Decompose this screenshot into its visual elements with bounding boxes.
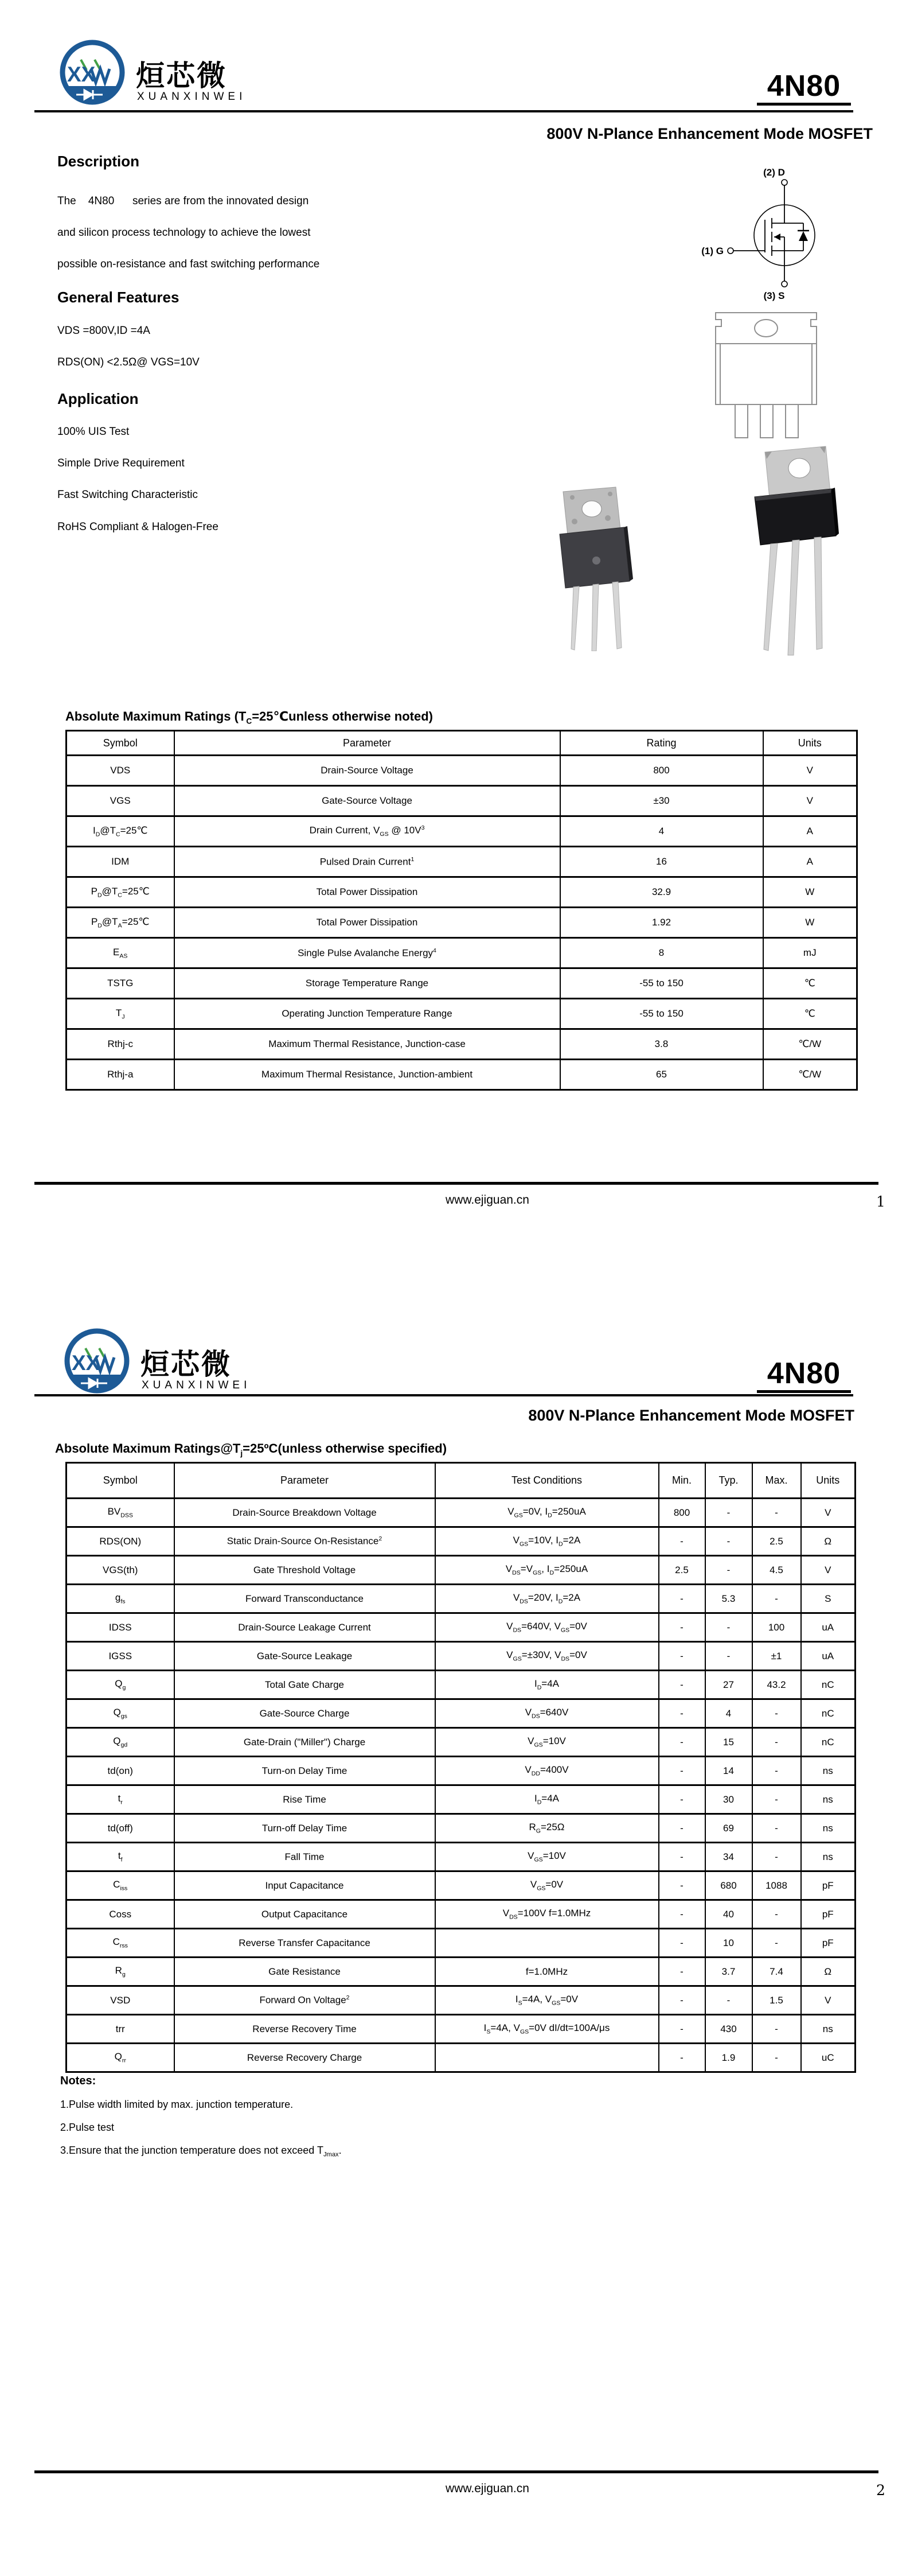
table-row	[67, 1499, 856, 1527]
table-cell: $t_f$	[67, 1843, 174, 1871]
brand-name-en: XUANXINWEI	[137, 91, 247, 103]
table-header-row	[67, 731, 857, 756]
table-cell: IDSS	[67, 1613, 174, 1642]
table-cell: W	[763, 908, 857, 938]
brand-logo	[59, 1326, 265, 1401]
table-cell: $Q_{rr}$	[67, 2044, 174, 2072]
table-row	[67, 1757, 856, 1785]
table-cell: -	[659, 1728, 705, 1757]
table-cell: 16	[560, 847, 763, 877]
table-cell: RDS(ON)	[67, 1527, 174, 1556]
table-cell: -	[659, 1900, 705, 1929]
table-cell: -	[659, 1986, 705, 2015]
table-cell: 8	[560, 938, 763, 968]
table-cell: 4	[560, 816, 763, 847]
table-cell: $Q_{gd}$	[67, 1728, 174, 1757]
table-cell: 7.4	[752, 1958, 801, 1986]
table-cell: 100	[752, 1613, 801, 1642]
table-cell: nC	[801, 1699, 856, 1728]
table-cell: 69	[705, 1814, 752, 1843]
table-cell: ℃/W	[763, 1029, 857, 1060]
brand-logo-letters: XX	[72, 1351, 100, 1375]
table-cell: Storage Temperature Range	[174, 968, 560, 999]
table-cell: pF	[801, 1900, 856, 1929]
table-row	[67, 1843, 856, 1871]
table-cell: Gate Threshold Voltage	[174, 1556, 435, 1585]
gate-terminal-label: (1) G	[701, 246, 724, 256]
table-cell: 2.5	[752, 1527, 801, 1556]
table-cell: VGS(th)	[67, 1556, 174, 1585]
table-row	[67, 1871, 856, 1900]
table-cell: $V_{DD}=400V$	[435, 1757, 659, 1785]
table-cell	[435, 1929, 659, 1958]
table-header-cell: Min.	[659, 1463, 705, 1499]
part-number: 4N80	[757, 70, 851, 106]
application-heading: Application	[57, 390, 139, 407]
table-cell: TSTG	[67, 968, 174, 999]
table-cell: -	[659, 1613, 705, 1642]
table-row	[67, 786, 857, 816]
footer-url: www.ejiguan.cn	[446, 2482, 529, 2495]
table-cell: Turn-on Delay Time	[174, 1757, 435, 1785]
table-cell: 5.3	[705, 1585, 752, 1613]
table-cell: $P_D@T_C=25℃$	[67, 877, 174, 908]
table-row	[67, 999, 857, 1029]
table-cell: $V_{DS}=100V$ f=1.0MHz	[435, 1900, 659, 1929]
table-cell: $P_D@T_A=25℃$	[67, 908, 174, 938]
table-header-row	[67, 1463, 856, 1499]
table-cell: -55 to 150	[560, 968, 763, 999]
mosfet-symbol-diagram	[687, 154, 888, 323]
table-cell: -	[752, 1900, 801, 1929]
table-cell: Total Power Dissipation	[174, 877, 560, 908]
brand-name-cn: 烜芯微	[140, 1348, 232, 1381]
table-cell: ℃/W	[763, 1060, 857, 1090]
table-cell: -	[659, 1871, 705, 1900]
table-cell: Output Capacitance	[174, 1900, 435, 1929]
table-header-cell: Units	[801, 1463, 856, 1499]
table-cell: IDM	[67, 847, 174, 877]
table-cell: $I_D@T_C=25℃$	[67, 816, 174, 847]
table-cell: ns	[801, 1757, 856, 1785]
application-line: RoHS Compliant & Halogen-Free	[57, 521, 218, 533]
brand-name-cn: 烜芯微	[136, 59, 227, 92]
note-line: 1.Pulse width limited by max. junction temperature.	[60, 2099, 294, 2110]
table-header-cell: Rating	[560, 731, 763, 756]
data-table	[65, 1462, 856, 2073]
table-cell: 65	[560, 1060, 763, 1090]
table-cell: $V_{GS}=\pm 30V$, $V_{DS}=0V$	[435, 1642, 659, 1671]
table-cell: pF	[801, 1929, 856, 1958]
table-header-cell: Units	[763, 731, 857, 756]
table-cell: VDS	[67, 756, 174, 786]
table-cell: Turn-off Delay Time	[174, 1814, 435, 1843]
table-cell: $BV_{DSS}$	[67, 1499, 174, 1527]
table-row	[67, 1814, 856, 1843]
table-cell: $I_D=4A$	[435, 1785, 659, 1814]
table-cell: Rise Time	[174, 1785, 435, 1814]
abs-max-ratings-table	[65, 730, 858, 1091]
table-cell: 15	[705, 1728, 752, 1757]
table-row	[67, 968, 857, 999]
table-cell: V	[763, 786, 857, 816]
table-cell: VSD	[67, 1986, 174, 2015]
table-header-cell: Symbol	[67, 731, 174, 756]
table-cell: Gate-Drain ("Miller") Charge	[174, 1728, 435, 1757]
table-cell: 430	[705, 2015, 752, 2044]
table-cell: $Q_{gs}$	[67, 1699, 174, 1728]
table-cell: $V_{GS}=0V$, $I_D=250uA$	[435, 1499, 659, 1527]
table-cell: 680	[705, 1871, 752, 1900]
table-cell: ns	[801, 1785, 856, 1814]
table-cell: uC	[801, 2044, 856, 2072]
table-cell: V	[801, 1556, 856, 1585]
table-cell: $V_{DS}=640V$, $V_{GS}=0V$	[435, 1613, 659, 1642]
table-cell: f=1.0MHz	[435, 1958, 659, 1986]
general-features-heading: General Features	[57, 289, 179, 306]
table-cell: 4.5	[752, 1556, 801, 1585]
table-cell: A	[763, 816, 857, 847]
table-row	[67, 1642, 856, 1671]
table-cell: 1.92	[560, 908, 763, 938]
table-cell: -	[659, 1642, 705, 1671]
table-cell: $V_{GS}=10V$	[435, 1728, 659, 1757]
table-cell: -	[659, 2044, 705, 2072]
page-number: 2	[876, 2482, 885, 2499]
table-cell: pF	[801, 1871, 856, 1900]
application-line: Simple Drive Requirement	[57, 457, 185, 469]
table-cell: Forward Transconductance	[174, 1585, 435, 1613]
table-cell: 3.7	[705, 1958, 752, 1986]
table-cell: -	[752, 1814, 801, 1843]
table-cell: Gate-Source Leakage	[174, 1642, 435, 1671]
page-title: 800V N-Plance Enhancement Mode MOSFET	[546, 125, 873, 142]
table-cell: ℃	[763, 968, 857, 999]
table-cell: Total Gate Charge	[174, 1671, 435, 1699]
table-cell: -	[659, 1843, 705, 1871]
table-cell: -	[659, 1929, 705, 1958]
table-row	[67, 1556, 856, 1585]
table-cell: td(off)	[67, 1814, 174, 1843]
description-line: and silicon process technology to achieve the lowest	[57, 227, 311, 239]
table-cell: Static Drain-Source On-Resistance$^2$	[174, 1527, 435, 1556]
footer-url: www.ejiguan.cn	[446, 1193, 529, 1207]
source-terminal-label: (3) S	[763, 290, 785, 301]
table-cell: $I_S=4A$, $V_{GS}=0V$ dI/dt=100A/μs	[435, 2015, 659, 2044]
table-row	[67, 1929, 856, 1958]
table-cell: 10	[705, 1929, 752, 1958]
brand-name-en: XUANXINWEI	[142, 1379, 251, 1391]
table-cell: -	[752, 1585, 801, 1613]
table-cell: $C_{iss}$	[67, 1871, 174, 1900]
to220-outline-drawing	[710, 310, 822, 441]
table-cell: -	[752, 2044, 801, 2072]
table-cell: IGSS	[67, 1642, 174, 1671]
table-row	[67, 847, 857, 877]
table-cell: -	[659, 1814, 705, 1843]
table-cell: 4	[705, 1699, 752, 1728]
table-row	[67, 2015, 856, 2044]
table-cell: -55 to 150	[560, 999, 763, 1029]
table-cell: Coss	[67, 1900, 174, 1929]
table-cell: -	[705, 1499, 752, 1527]
table-cell: 1088	[752, 1871, 801, 1900]
table-cell: 32.9	[560, 877, 763, 908]
table-cell: Reverse Transfer Capacitance	[174, 1929, 435, 1958]
table-cell: 800	[560, 756, 763, 786]
table-row	[67, 1029, 857, 1060]
table-row	[67, 1900, 856, 1929]
brand-logo	[54, 38, 261, 112]
notes-heading: Notes:	[60, 2075, 96, 2087]
table-row	[67, 2044, 856, 2072]
table-cell: ±1	[752, 1642, 801, 1671]
table-cell: -	[659, 1527, 705, 1556]
table-cell: -	[659, 1757, 705, 1785]
data-table	[65, 730, 858, 1091]
table-cell: V	[763, 756, 857, 786]
table-cell: -	[752, 1499, 801, 1527]
table-cell: ns	[801, 1814, 856, 1843]
table-cell: Gate-Source Charge	[174, 1699, 435, 1728]
application-line: Fast Switching Characteristic	[57, 489, 198, 501]
table-cell: Drain-Source Voltage	[174, 756, 560, 786]
table-cell: -	[659, 1671, 705, 1699]
table-cell: $T_J$	[67, 999, 174, 1029]
table-cell: Gate Resistance	[174, 1958, 435, 1986]
table-cell: nC	[801, 1671, 856, 1699]
table-cell: A	[763, 847, 857, 877]
table-cell: VGS	[67, 786, 174, 816]
table-row	[67, 1585, 856, 1613]
table-cell: $V_{DS}=640V$	[435, 1699, 659, 1728]
table-row	[67, 1613, 856, 1642]
brand-logo-letters: XX	[67, 63, 96, 86]
table-cell: $V_{DS}=20V$, $I_D=2A$	[435, 1585, 659, 1613]
brand-logo-emblem-icon	[54, 38, 132, 109]
table-row	[67, 1671, 856, 1699]
table-cell: -	[659, 1958, 705, 1986]
table-cell: 34	[705, 1843, 752, 1871]
table-row	[67, 1728, 856, 1757]
table-cell: Maximum Thermal Resistance, Junction-case	[174, 1029, 560, 1060]
note-line: 2.Pulse test	[60, 2122, 115, 2133]
table-cell: Pulsed Drain Current$^1$	[174, 847, 560, 877]
table-cell: Ω	[801, 1527, 856, 1556]
table-row	[67, 816, 857, 847]
table-cell: ns	[801, 2015, 856, 2044]
header-rule	[34, 110, 853, 112]
drain-terminal-label: (2) D	[763, 167, 785, 178]
table-cell: W	[763, 877, 857, 908]
table-cell: Gate-Source Voltage	[174, 786, 560, 816]
table-cell: $t_r$	[67, 1785, 174, 1814]
table-row	[67, 756, 857, 786]
footer-rule	[34, 1182, 878, 1185]
footer-rule	[34, 2470, 878, 2473]
table-row	[67, 908, 857, 938]
table-cell: Input Capacitance	[174, 1871, 435, 1900]
table-row	[67, 1986, 856, 2015]
table-cell: uA	[801, 1642, 856, 1671]
description-heading: Description	[57, 153, 140, 170]
elec-characteristics-table	[65, 1462, 856, 2073]
table-cell: -	[752, 1929, 801, 1958]
to220f-package-photo	[546, 485, 635, 651]
table-cell: V	[801, 1499, 856, 1527]
table-row	[67, 1699, 856, 1728]
table-cell: $V_{GS}=10V$	[435, 1843, 659, 1871]
table-cell: -	[705, 1556, 752, 1585]
table-row	[67, 1785, 856, 1814]
table-cell: uA	[801, 1613, 856, 1642]
table-cell: -	[752, 1699, 801, 1728]
table-cell: V	[801, 1986, 856, 2015]
application-line: 100% UIS Test	[57, 426, 130, 438]
table-cell: $R_G=25\Omega$	[435, 1814, 659, 1843]
table-cell: Drain-Source Leakage Current	[174, 1613, 435, 1642]
table-cell: $V_{DS}=V_{GS}$, $I_D=250uA$	[435, 1556, 659, 1585]
page-title: 800V N-Plance Enhancement Mode MOSFET	[528, 1407, 854, 1424]
table-header-cell: Parameter	[174, 731, 560, 756]
table-cell: Fall Time	[174, 1843, 435, 1871]
table-cell: 3.8	[560, 1029, 763, 1060]
table-cell: -	[705, 1613, 752, 1642]
table-row	[67, 1527, 856, 1556]
table-row	[67, 877, 857, 908]
table-cell: -	[659, 2015, 705, 2044]
table-cell: $I_S=4A$, $V_{GS}=0V$	[435, 1986, 659, 2015]
table-cell: Rthj-c	[67, 1029, 174, 1060]
table-cell: -	[752, 1728, 801, 1757]
table-cell: -	[752, 2015, 801, 2044]
table-cell: $R_g$	[67, 1958, 174, 1986]
table-cell: $g_{fs}$	[67, 1585, 174, 1613]
table-cell: Drain Current, $V_{GS}$ @ $10V^3$	[174, 816, 560, 847]
description-line: The 4N80 series are from the innovated design	[57, 195, 309, 207]
table-cell: -	[659, 1699, 705, 1728]
table-cell: -	[705, 1986, 752, 2015]
table-cell: Total Power Dissipation	[174, 908, 560, 938]
table-cell: $V_{GS}=10V$, $I_D=2A$	[435, 1527, 659, 1556]
table-row	[67, 1060, 857, 1090]
table-cell: $E_{AS}$	[67, 938, 174, 968]
table-cell: ±30	[560, 786, 763, 816]
table-cell: -	[659, 1785, 705, 1814]
table-cell: 40	[705, 1900, 752, 1929]
table-header-cell: Max.	[752, 1463, 801, 1499]
table-header-cell: Test Conditions	[435, 1463, 659, 1499]
page-number: 1	[876, 1193, 885, 1210]
table-row	[67, 1958, 856, 1986]
table-cell: -	[752, 1843, 801, 1871]
table-cell: 1.9	[705, 2044, 752, 2072]
table-cell: Forward On Voltage$^2$	[174, 1986, 435, 2015]
table-cell: Reverse Recovery Time	[174, 2015, 435, 2044]
table-cell: -	[659, 1585, 705, 1613]
table-cell: S	[801, 1585, 856, 1613]
table-cell: $Q_g$	[67, 1671, 174, 1699]
table-cell: td(on)	[67, 1757, 174, 1785]
table-cell: -	[752, 1757, 801, 1785]
table-cell: Single Pulse Avalanche Energy$^4$	[174, 938, 560, 968]
table-cell: Drain-Source Breakdown Voltage	[174, 1499, 435, 1527]
table-cell: ℃	[763, 999, 857, 1029]
table-cell: -	[705, 1527, 752, 1556]
table-cell	[435, 2044, 659, 2072]
table-cell: -	[752, 1785, 801, 1814]
abs-max-ratings-heading: Absolute Maximum Ratings ($T_C=25℃unless$ otherwise noted)	[65, 709, 433, 726]
description-line: possible on-resistance and fast switching performance	[57, 258, 320, 270]
table-cell: trr	[67, 2015, 174, 2044]
table-header-cell: Parameter	[174, 1463, 435, 1499]
table-cell: 30	[705, 1785, 752, 1814]
table-cell: $V_{GS}=0V$	[435, 1871, 659, 1900]
table-cell: Ω	[801, 1958, 856, 1986]
table-row	[67, 938, 857, 968]
feature-line: RDS(ON) <2.5Ω@ VGS=10V	[57, 356, 200, 368]
table-cell: 27	[705, 1671, 752, 1699]
table-cell: 2.5	[659, 1556, 705, 1585]
table-cell: ns	[801, 1843, 856, 1871]
table-cell: Rthj-a	[67, 1060, 174, 1090]
table-cell: Reverse Recovery Charge	[174, 2044, 435, 2072]
part-number: 4N80	[757, 1357, 851, 1393]
table-header-cell: Symbol	[67, 1463, 174, 1499]
elec-characteristics-heading: Absolute Maximum $Ratings@T_j=25ºC(unless$ otherwise specified)	[55, 1441, 447, 1458]
header-rule	[34, 1394, 853, 1396]
table-cell: Operating Junction Temperature Range	[174, 999, 560, 1029]
table-header-cell: Typ.	[705, 1463, 752, 1499]
table-cell: $I_D=4A$	[435, 1671, 659, 1699]
brand-logo-emblem-icon	[59, 1326, 136, 1398]
table-cell: nC	[801, 1728, 856, 1757]
table-cell: mJ	[763, 938, 857, 968]
table-cell: 43.2	[752, 1671, 801, 1699]
table-cell: Maximum Thermal Resistance, Junction-ambient	[174, 1060, 560, 1090]
table-cell: 800	[659, 1499, 705, 1527]
table-cell: 14	[705, 1757, 752, 1785]
feature-line: VDS =800V,ID =4A	[57, 325, 150, 337]
note-line: 3.Ensure that the junction temperature does not exceed $T_{Jmax}$.	[60, 2145, 342, 2158]
table-cell: $C_{rss}$	[67, 1929, 174, 1958]
table-cell: 1.5	[752, 1986, 801, 2015]
table-cell: -	[705, 1642, 752, 1671]
to220-package-photo	[735, 443, 841, 664]
